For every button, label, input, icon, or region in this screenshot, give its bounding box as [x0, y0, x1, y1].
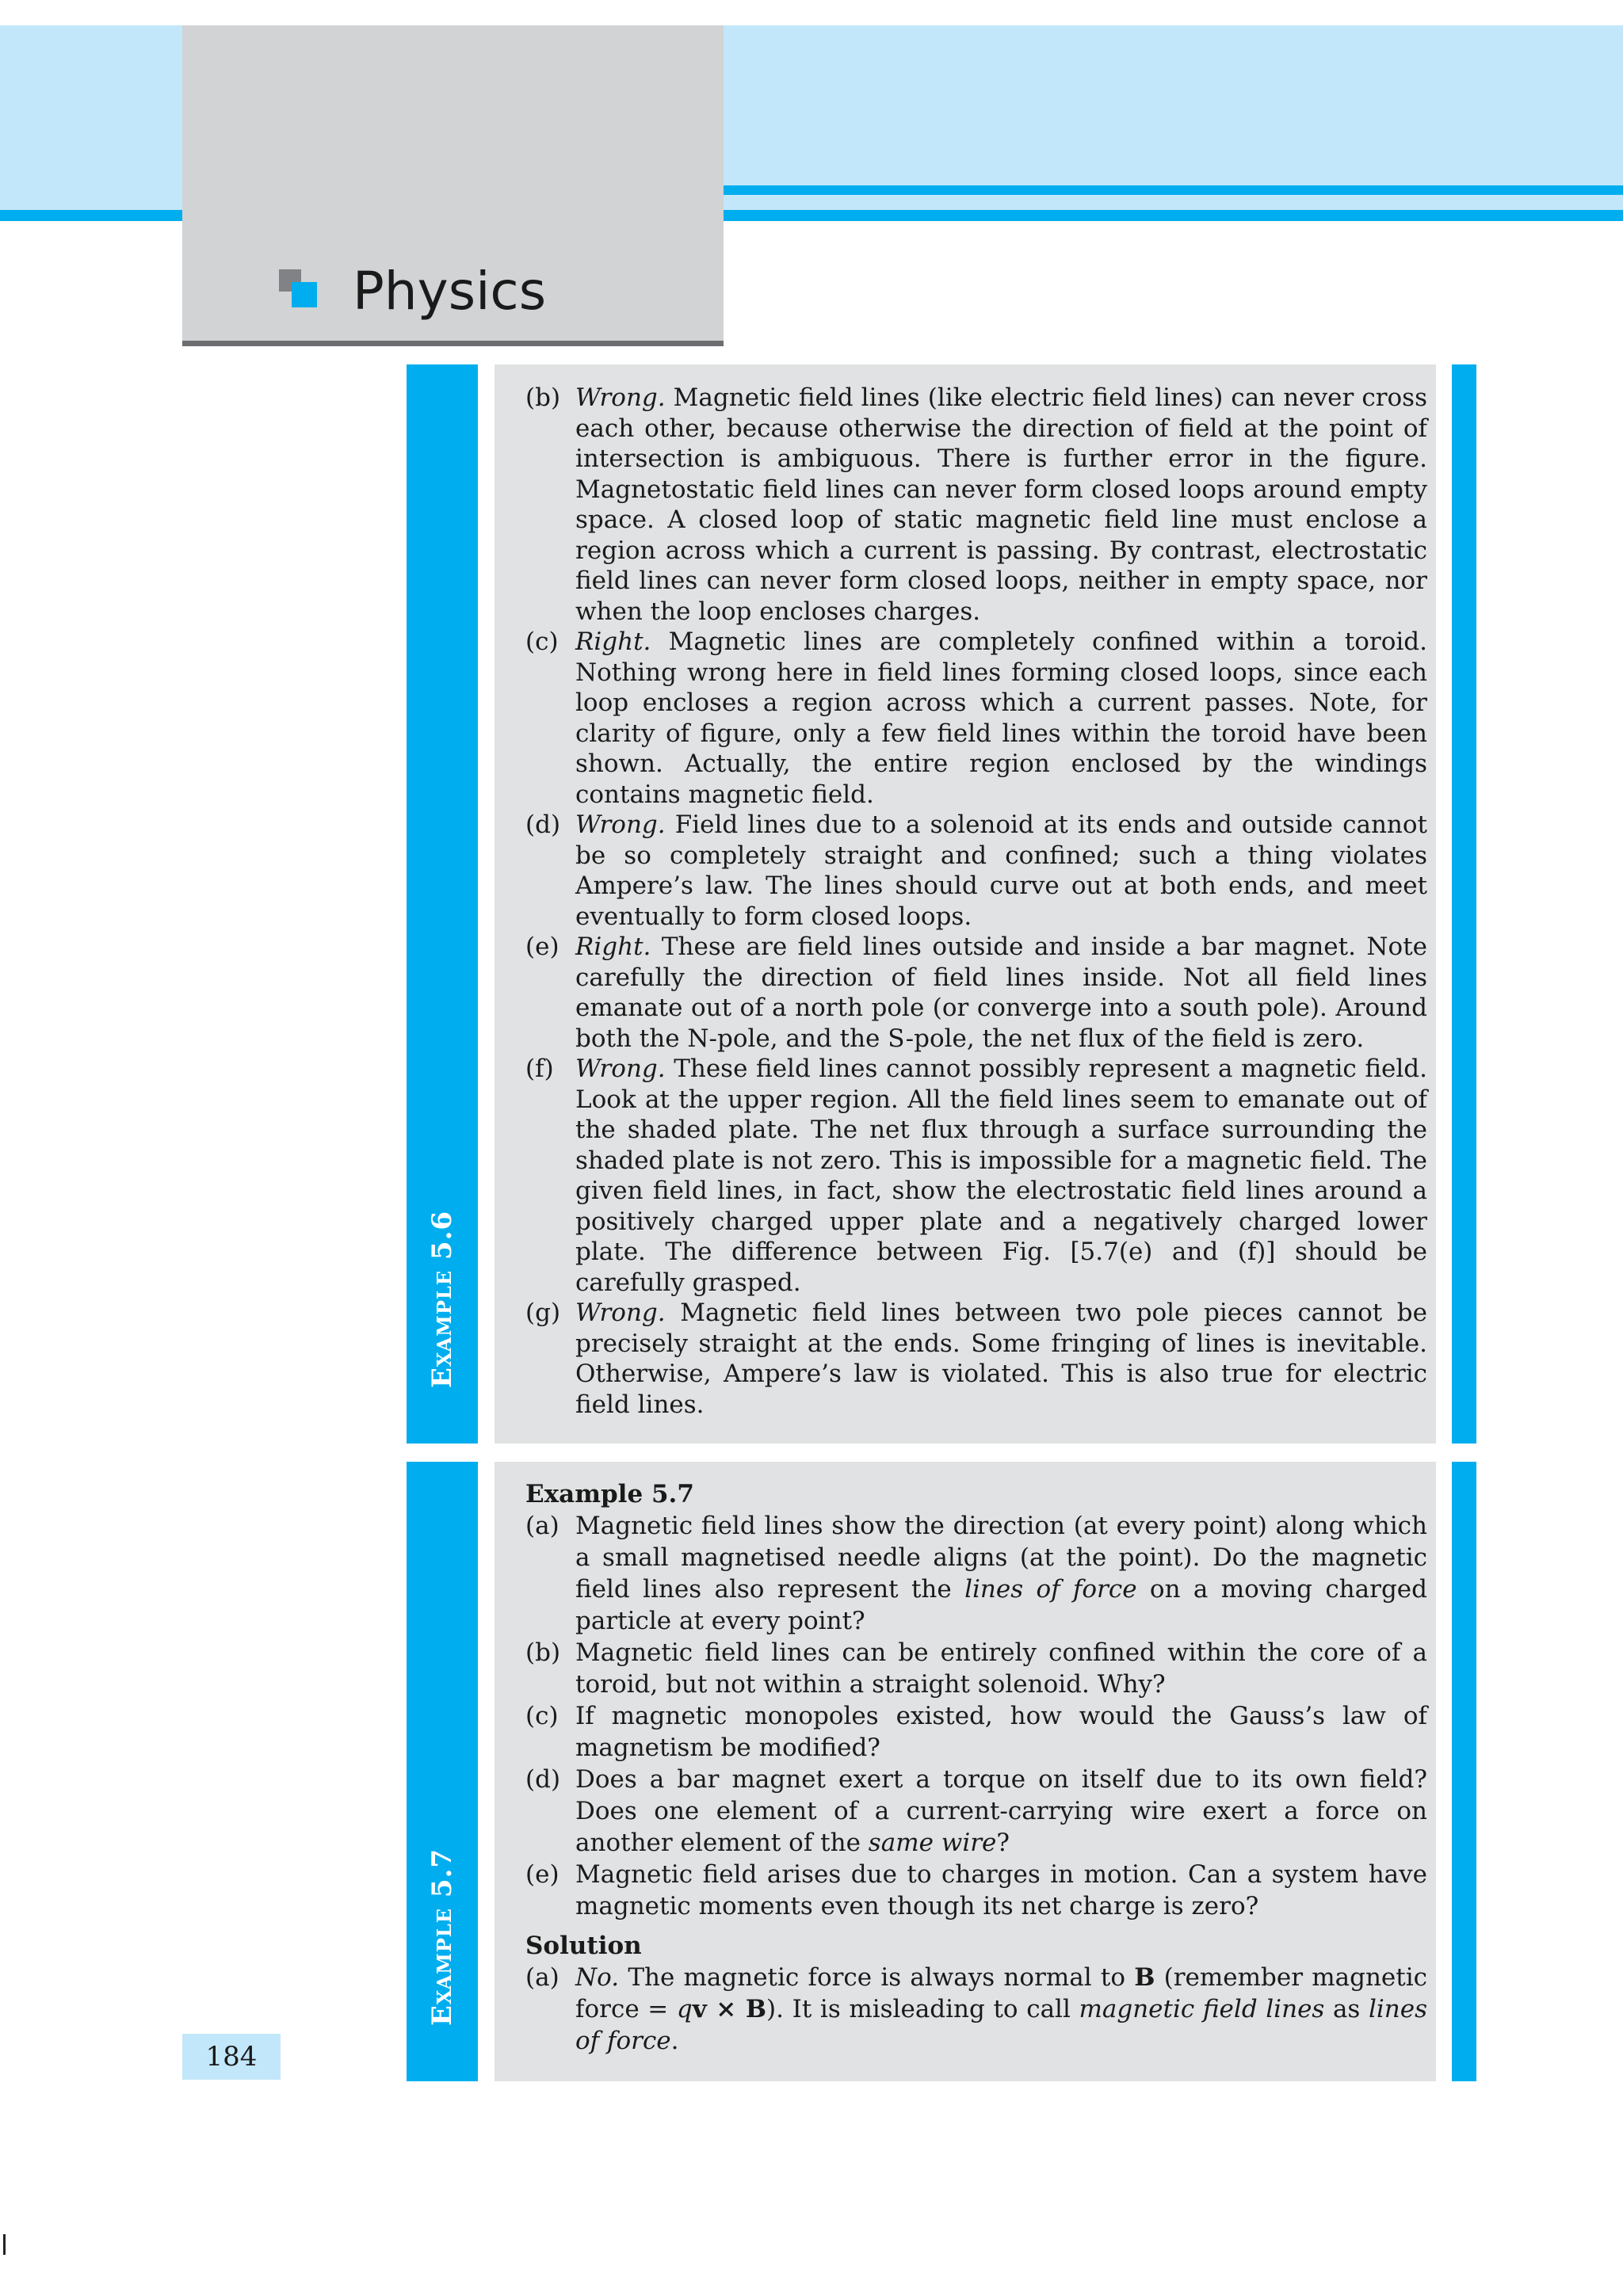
squares-logo-icon — [279, 269, 320, 311]
example-5-6-side-tab — [407, 364, 478, 1444]
question-b: (b) Magnetic field lines can be entirely confined within the core of a toroid, but not within a straight solenoid. Why? — [525, 1638, 1427, 1699]
example-5-7-panel-bar — [1452, 1462, 1476, 2081]
example-5-6-side-label: Example 5.6 — [426, 1210, 458, 1388]
example-heading: Example 5.7 — [525, 1480, 694, 1508]
question-d: (d) Does a bar magnet exert a torque on itself due to its own field? Does one element of a current-carrying wire exert a force on another element of the same wire? — [525, 1765, 1427, 1857]
chapter-title: Physics — [353, 261, 547, 322]
example-5-6-content — [525, 383, 1427, 1420]
crop-mark-bottom — [3, 2234, 6, 2255]
example-5-7-side-tab — [407, 1462, 478, 2081]
answer-d: (d) Wrong. Field lines due to a solenoid at its ends and outside cannot be so completely straight and confined; such a thing violates Ampere’s law. The lines should curve out at both ends, and meet eventually to form closed loops. — [525, 810, 1427, 931]
example-5-6-panel-bar — [1452, 364, 1476, 1444]
example-5-7-side-label: Example 5.7 — [426, 1848, 458, 2026]
answer-c: (c) Right. Magnetic lines are completely confined within a toroid. Nothing wrong here in field lines forming closed loops, since each loop encloses a region across which a current passes. Note, for clarity of figure, only a few field lines within the toroid have been shown. Actually, the entire region enclosed by the windings contains magnetic field. — [525, 627, 1427, 809]
answer-b: (b) Wrong. Magnetic field lines (like electric field lines) can never cross each other, because otherwise the direction of field at the point of intersection is ambiguous. There is further error in the figure. Magnetostatic field lines can never form closed loops around empty space. A closed loop of static magnetic field line must enclose a region across which a current is passing. By contrast, electrostatic field lines can never form closed loops, neither in empty space, nor when the loop encloses charges. — [525, 383, 1427, 626]
page-number: 184 — [182, 2034, 281, 2080]
header-stripe-upper — [724, 185, 1623, 195]
answer-f: (f) Wrong. These field lines cannot possibly represent a magnetic field. Look at the upper region. All the field lines seem to emanate out of the shaded plate. The net flux through a surface surrounding the shaded plate is not zero. This is impossible for a magnetic field. The given field lines, in fact, show the electrostatic field lines around a positively charged upper plate and a negatively charged lower plate. The difference between Fig. [5.7(e) and (f)] should be carefully grasped. — [525, 1055, 1427, 1297]
question-a: (a) Magnetic field lines show the direction (at every point) along which a small magnetised needle aligns (at the point). Do the magnetic field lines also represent the lines of force on a moving charged particle at every point? — [525, 1512, 1427, 1635]
solution-a: (a) No. The magnetic force is always normal to B (remember magnetic force = qv × B). It is misleading to call magnetic field lines as lines of force. — [525, 1963, 1428, 2055]
question-e: (e) Magnetic field arises due to charges in motion. Can a system have magnetic moments even though its net charge is zero? — [525, 1860, 1427, 1920]
answer-e: (e) Right. These are field lines outside and inside a bar magnet. Note carefully the direction of field lines inside. Not all field lines emanate out of a north pole (or converge into a south pole). Around both the N-pole, and the S-pole, the net flux of the field is zero. — [525, 933, 1427, 1053]
answer-g: (g) Wrong. Magnetic field lines between two pole pieces cannot be precisely straight at the ends. Some fringing of lines is inevitable. Otherwise, Ampere’s law is violated. This is also true for electric field lines. — [525, 1299, 1427, 1419]
example-5-7-content — [525, 1478, 1427, 2057]
question-c: (c) If magnetic monopoles existed, how would the Gauss’s law of magnetism be modified? — [525, 1702, 1427, 1762]
solution-heading: Solution — [525, 1932, 642, 1960]
